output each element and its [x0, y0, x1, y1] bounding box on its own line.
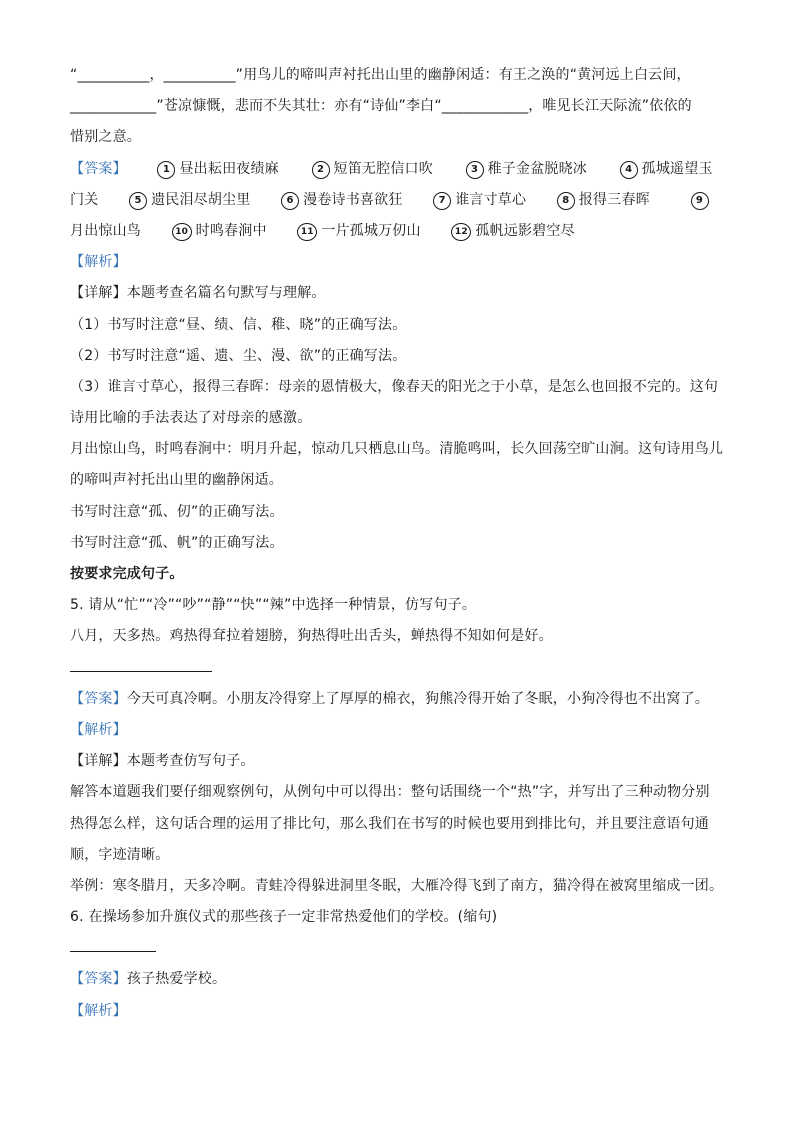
- circled-number: 5: [129, 192, 147, 210]
- answer-text: 时鸣春涧中: [195, 222, 267, 239]
- answer-item: [129, 185, 250, 216]
- answer-item: [281, 185, 402, 216]
- answer-text: 一片孤城万仞山: [321, 222, 421, 239]
- answer-text: 孤城遥望玉: [641, 160, 713, 177]
- analysis-paragraph: 顺，字迹清晰。: [70, 846, 170, 863]
- text-line: 惜别之意。: [70, 129, 141, 146]
- analysis-paragraph: 书写时注意“孤、帆”的正确写法。: [70, 534, 284, 551]
- question-5: 5. 请从“忙”“冷”“吵”“静”“快”“辣”中选择一种情景，仿写句子。: [70, 597, 477, 614]
- answer-item: [157, 154, 278, 185]
- circled-number: 4: [620, 161, 638, 179]
- circled-number: 1: [157, 161, 175, 179]
- circled-number: 6: [281, 192, 299, 210]
- circled-number: 10: [172, 223, 192, 241]
- analysis-paragraph: 举例：寒冬腊月，天多冷啊。青蛙冷得躲进洞里冬眠，大雁冷得飞到了南方，猫冷得在被窝里缩成一团。: [70, 877, 724, 894]
- analysis-paragraph: （2）书写时注意“遥、遗、尘、漫、欲”的正确写法。: [70, 347, 407, 364]
- question-5-example: 八月，天多热。鸡热得耷拉着翅膀，狗热得吐出舌头，蝉热得不知如何是好。: [70, 628, 553, 645]
- analysis-paragraph: 诗用比喻的手法表达了对母亲的感激。: [70, 410, 312, 427]
- analysis-paragraph: 热得怎么样，这句话合理的运用了排比句，那么我们在书写的时候也要用到排比句，并且要注意语句通: [70, 815, 709, 832]
- answer-text: 月出惊山鸟: [70, 222, 141, 239]
- analysis-tag: 【解析】: [70, 1002, 127, 1019]
- analysis-paragraph: （3）谁言寸草心，报得三春晖：母亲的恩情极大，像春天的阳光之于小草，是怎么也回报不完的。这句: [70, 378, 719, 395]
- answer-5: [70, 684, 730, 715]
- answer-text: 门关: [70, 191, 99, 208]
- analysis-paragraph: 解答本道题我们要仔细观察例句，从例句中可以得出：整句话围绕一个“热”字，并写出了三种动物分别: [70, 784, 710, 801]
- analysis-paragraph: （1）书写时注意“昼、绩、信、稚、晓”的正确写法。: [70, 316, 407, 333]
- answer-blank-5: [70, 653, 730, 684]
- analysis-detail: 【详解】本题考查名篇名句默写与理解。: [70, 285, 326, 302]
- answer-line: [70, 154, 730, 185]
- analysis-tag: 【解析】: [70, 721, 127, 738]
- answer-tag: 【答案】: [70, 690, 127, 707]
- circled-number: 2: [312, 161, 330, 179]
- analysis-paragraph: 书写时注意“孤、仞”的正确写法。: [70, 503, 284, 520]
- answer-text: 遗民泪尽胡尘里: [151, 191, 251, 208]
- answer-text: 报得三春晖: [578, 191, 650, 208]
- analysis-tag: 【解析】: [70, 254, 127, 271]
- text-line: “__________，__________”用鸟儿的啼叫声衬托出山里的幽静闲适：有王之涣的“黄河远上白云间，: [70, 67, 691, 83]
- answer-6: [70, 964, 730, 995]
- analysis-paragraph: 月出惊山鸟，时鸣春涧中：明月升起，惊动几只栖息山鸟。清脆鸣叫，长久回荡空旷山涧。这句诗用鸟儿: [70, 441, 724, 458]
- answer-item: [451, 216, 574, 247]
- question-6: 6. 在操场参加升旗仪式的那些孩子一定非常热爱他们的学校。(缩句): [70, 909, 498, 926]
- answer-text: 昼出耘田夜绩麻: [179, 160, 279, 177]
- answer-item: [691, 185, 713, 216]
- circled-number: 11: [297, 223, 317, 241]
- answer-text: 今天可真冷啊。小朋友冷得穿上了厚厚的棉衣，狗熊冷得开始了冬眠，小狗冷得也不出窝了。: [126, 690, 710, 707]
- section-heading: 按要求完成句子。: [70, 566, 184, 582]
- answer-item: [433, 185, 526, 216]
- answer-text: 稚子金盆脱晓冰: [487, 160, 587, 177]
- blank-rule: [70, 671, 212, 672]
- answer-item: [557, 185, 650, 216]
- analysis-detail: 【详解】本题考查仿写句子。: [70, 753, 255, 770]
- answer-line: [70, 216, 730, 247]
- answer-tag: 【答案】: [70, 160, 127, 177]
- blank-rule: [70, 951, 156, 952]
- circled-number: 12: [451, 223, 471, 241]
- text-line: ____________”苍凉慷慨，悲而不失其壮：亦有“诗仙”李白“____________，唯见长江天际流”依依的: [70, 98, 692, 115]
- answer-text: 孤帆远影碧空尽: [475, 222, 575, 239]
- document-page: [70, 60, 730, 1027]
- answer-blank-6: [70, 933, 730, 964]
- answer-item: [297, 216, 420, 247]
- circled-number: 7: [433, 192, 451, 210]
- answer-text: 漫卷诗书喜欲狂: [303, 191, 403, 208]
- circled-number: 8: [557, 192, 575, 210]
- answer-item: [620, 154, 713, 185]
- answer-text: 孩子热爱学校。: [126, 971, 227, 988]
- answer-text: 短笛无腔信口吹: [333, 160, 433, 177]
- answer-line: [70, 185, 730, 216]
- circled-number: 9: [691, 192, 709, 210]
- answer-text: 谁言寸草心: [455, 191, 527, 208]
- circled-number: 3: [466, 161, 484, 179]
- answer-item: [312, 154, 433, 185]
- answer-tag: 【答案】: [70, 971, 127, 988]
- answer-item: [466, 154, 587, 185]
- answer-item: [172, 216, 267, 247]
- analysis-paragraph: 的啼叫声衬托出山里的幽静闲适。: [70, 472, 283, 489]
